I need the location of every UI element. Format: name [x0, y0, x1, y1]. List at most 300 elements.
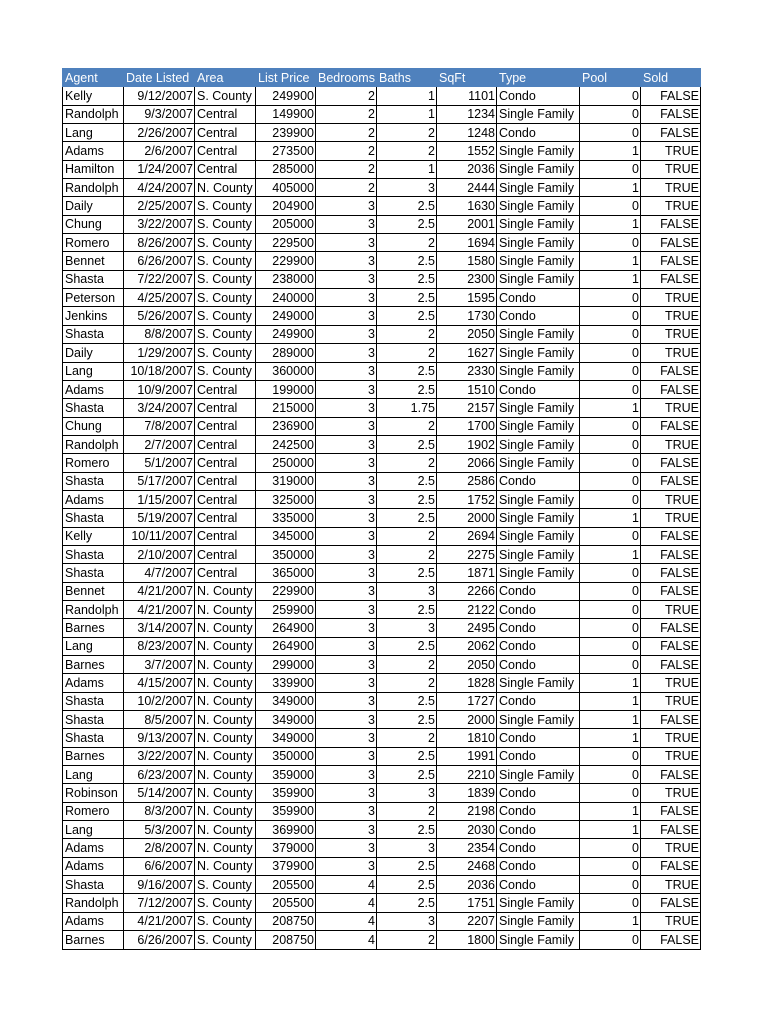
cell-baths[interactable]: 2 — [377, 454, 437, 472]
cell-bedrooms[interactable]: 3 — [316, 399, 377, 417]
cell-sold[interactable]: FALSE — [641, 637, 701, 655]
cell-agent[interactable]: Lang — [63, 124, 124, 142]
cell-pool[interactable]: 0 — [580, 160, 641, 178]
cell-pool[interactable]: 0 — [580, 435, 641, 453]
cell-type[interactable]: Single Family — [497, 417, 580, 435]
cell-sold[interactable]: FALSE — [641, 380, 701, 398]
cell-pool[interactable]: 0 — [580, 307, 641, 325]
cell-list-price[interactable]: 205500 — [256, 894, 316, 912]
cell-area[interactable]: N. County — [195, 637, 256, 655]
cell-agent[interactable]: Adams — [63, 490, 124, 508]
cell-baths[interactable]: 2 — [377, 802, 437, 820]
cell-agent[interactable]: Shasta — [63, 472, 124, 490]
cell-agent[interactable]: Randolph — [63, 600, 124, 618]
cell-list-price[interactable]: 325000 — [256, 490, 316, 508]
cell-sqft[interactable]: 2050 — [437, 656, 497, 674]
cell-sold[interactable]: FALSE — [641, 931, 701, 949]
cell-bedrooms[interactable]: 3 — [316, 637, 377, 655]
cell-list-price[interactable]: 319000 — [256, 472, 316, 490]
cell-list-price[interactable]: 264900 — [256, 637, 316, 655]
cell-list-price[interactable]: 239900 — [256, 124, 316, 142]
cell-bedrooms[interactable]: 3 — [316, 325, 377, 343]
cell-sold[interactable]: FALSE — [641, 619, 701, 637]
cell-sold[interactable]: FALSE — [641, 105, 701, 123]
cell-bedrooms[interactable]: 3 — [316, 545, 377, 563]
cell-baths[interactable]: 2 — [377, 729, 437, 747]
cell-bedrooms[interactable]: 3 — [316, 454, 377, 472]
cell-type[interactable]: Condo — [497, 729, 580, 747]
cell-area[interactable]: N. County — [195, 839, 256, 857]
cell-sold[interactable]: TRUE — [641, 399, 701, 417]
cell-area[interactable]: S. County — [195, 197, 256, 215]
cell-date-listed[interactable]: 10/2/2007 — [124, 692, 195, 710]
cell-pool[interactable]: 0 — [580, 472, 641, 490]
cell-date-listed[interactable]: 5/26/2007 — [124, 307, 195, 325]
cell-area[interactable]: Central — [195, 435, 256, 453]
cell-sold[interactable]: FALSE — [641, 417, 701, 435]
cell-sqft[interactable]: 1902 — [437, 435, 497, 453]
cell-type[interactable]: Single Family — [497, 325, 580, 343]
cell-area[interactable]: N. County — [195, 784, 256, 802]
cell-sqft[interactable]: 2275 — [437, 545, 497, 563]
cell-pool[interactable]: 0 — [580, 362, 641, 380]
cell-agent[interactable]: Adams — [63, 857, 124, 875]
cell-list-price[interactable]: 405000 — [256, 179, 316, 197]
cell-baths[interactable]: 2.5 — [377, 362, 437, 380]
cell-sold[interactable]: FALSE — [641, 270, 701, 288]
cell-sold[interactable]: TRUE — [641, 325, 701, 343]
cell-date-listed[interactable]: 7/8/2007 — [124, 417, 195, 435]
cell-sqft[interactable]: 2354 — [437, 839, 497, 857]
cell-agent[interactable]: Chung — [63, 417, 124, 435]
cell-list-price[interactable]: 205000 — [256, 215, 316, 233]
cell-sqft[interactable]: 2030 — [437, 821, 497, 839]
cell-bedrooms[interactable]: 3 — [316, 490, 377, 508]
cell-sold[interactable]: TRUE — [641, 490, 701, 508]
cell-bedrooms[interactable]: 3 — [316, 215, 377, 233]
cell-agent[interactable]: Shasta — [63, 711, 124, 729]
cell-area[interactable]: S. County — [195, 252, 256, 270]
cell-type[interactable]: Single Family — [497, 179, 580, 197]
cell-area[interactable]: Central — [195, 490, 256, 508]
cell-sqft[interactable]: 2036 — [437, 160, 497, 178]
cell-area[interactable]: S. County — [195, 894, 256, 912]
cell-sold[interactable]: FALSE — [641, 711, 701, 729]
cell-list-price[interactable]: 229900 — [256, 582, 316, 600]
header-sold[interactable]: Sold — [641, 69, 701, 87]
cell-sold[interactable]: FALSE — [641, 527, 701, 545]
cell-agent[interactable]: Bennet — [63, 252, 124, 270]
cell-sold[interactable]: TRUE — [641, 692, 701, 710]
cell-bedrooms[interactable]: 3 — [316, 802, 377, 820]
cell-sold[interactable]: TRUE — [641, 839, 701, 857]
cell-area[interactable]: S. County — [195, 912, 256, 930]
cell-type[interactable]: Condo — [497, 802, 580, 820]
cell-agent[interactable]: Shasta — [63, 325, 124, 343]
cell-date-listed[interactable]: 1/15/2007 — [124, 490, 195, 508]
cell-type[interactable]: Condo — [497, 600, 580, 618]
cell-baths[interactable]: 2 — [377, 674, 437, 692]
cell-date-listed[interactable]: 4/25/2007 — [124, 289, 195, 307]
cell-type[interactable]: Single Family — [497, 435, 580, 453]
cell-sqft[interactable]: 1991 — [437, 747, 497, 765]
cell-type[interactable]: Condo — [497, 692, 580, 710]
cell-sqft[interactable]: 1101 — [437, 87, 497, 105]
cell-sold[interactable]: TRUE — [641, 674, 701, 692]
cell-date-listed[interactable]: 8/26/2007 — [124, 234, 195, 252]
cell-area[interactable]: S. County — [195, 234, 256, 252]
cell-bedrooms[interactable]: 3 — [316, 197, 377, 215]
cell-list-price[interactable]: 238000 — [256, 270, 316, 288]
cell-agent[interactable]: Shasta — [63, 399, 124, 417]
cell-agent[interactable]: Peterson — [63, 289, 124, 307]
cell-bedrooms[interactable]: 3 — [316, 270, 377, 288]
cell-sqft[interactable]: 2000 — [437, 711, 497, 729]
cell-sqft[interactable]: 2036 — [437, 876, 497, 894]
cell-baths[interactable]: 3 — [377, 784, 437, 802]
cell-baths[interactable]: 2.5 — [377, 600, 437, 618]
cell-sqft[interactable]: 1751 — [437, 894, 497, 912]
cell-sqft[interactable]: 2266 — [437, 582, 497, 600]
cell-baths[interactable]: 2.5 — [377, 289, 437, 307]
cell-date-listed[interactable]: 5/14/2007 — [124, 784, 195, 802]
cell-type[interactable]: Condo — [497, 87, 580, 105]
cell-baths[interactable]: 1 — [377, 105, 437, 123]
cell-area[interactable]: Central — [195, 380, 256, 398]
cell-list-price[interactable]: 349000 — [256, 711, 316, 729]
cell-area[interactable]: N. County — [195, 711, 256, 729]
cell-list-price[interactable]: 359000 — [256, 766, 316, 784]
cell-pool[interactable]: 0 — [580, 637, 641, 655]
cell-sqft[interactable]: 2330 — [437, 362, 497, 380]
cell-type[interactable]: Single Family — [497, 564, 580, 582]
cell-agent[interactable]: Shasta — [63, 729, 124, 747]
cell-bedrooms[interactable]: 4 — [316, 894, 377, 912]
cell-list-price[interactable]: 359900 — [256, 784, 316, 802]
cell-sqft[interactable]: 2122 — [437, 600, 497, 618]
cell-list-price[interactable]: 349000 — [256, 692, 316, 710]
cell-type[interactable]: Single Family — [497, 527, 580, 545]
cell-area[interactable]: S. County — [195, 344, 256, 362]
cell-area[interactable]: S. County — [195, 931, 256, 949]
cell-pool[interactable]: 0 — [580, 839, 641, 857]
cell-baths[interactable]: 2 — [377, 656, 437, 674]
cell-pool[interactable]: 0 — [580, 124, 641, 142]
cell-sold[interactable]: TRUE — [641, 142, 701, 160]
cell-sold[interactable]: TRUE — [641, 784, 701, 802]
header-date-listed[interactable]: Date Listed — [124, 69, 195, 87]
cell-date-listed[interactable]: 6/26/2007 — [124, 252, 195, 270]
cell-sqft[interactable]: 2066 — [437, 454, 497, 472]
cell-list-price[interactable]: 350000 — [256, 747, 316, 765]
cell-list-price[interactable]: 205500 — [256, 876, 316, 894]
cell-agent[interactable]: Barnes — [63, 619, 124, 637]
cell-sold[interactable]: TRUE — [641, 912, 701, 930]
cell-area[interactable]: N. County — [195, 857, 256, 875]
cell-bedrooms[interactable]: 3 — [316, 362, 377, 380]
cell-sqft[interactable]: 1234 — [437, 105, 497, 123]
cell-pool[interactable]: 1 — [580, 711, 641, 729]
cell-type[interactable]: Single Family — [497, 270, 580, 288]
cell-sold[interactable]: FALSE — [641, 234, 701, 252]
cell-type[interactable]: Condo — [497, 307, 580, 325]
cell-date-listed[interactable]: 9/3/2007 — [124, 105, 195, 123]
cell-date-listed[interactable]: 10/9/2007 — [124, 380, 195, 398]
cell-list-price[interactable]: 250000 — [256, 454, 316, 472]
cell-list-price[interactable]: 350000 — [256, 545, 316, 563]
header-bedrooms[interactable]: Bedrooms — [316, 69, 377, 87]
cell-pool[interactable]: 1 — [580, 270, 641, 288]
cell-agent[interactable]: Shasta — [63, 509, 124, 527]
cell-date-listed[interactable]: 2/7/2007 — [124, 435, 195, 453]
cell-list-price[interactable]: 208750 — [256, 931, 316, 949]
cell-baths[interactable]: 3 — [377, 839, 437, 857]
cell-sold[interactable]: TRUE — [641, 307, 701, 325]
cell-pool[interactable]: 0 — [580, 454, 641, 472]
cell-list-price[interactable]: 204900 — [256, 197, 316, 215]
cell-sqft[interactable]: 1730 — [437, 307, 497, 325]
cell-date-listed[interactable]: 4/7/2007 — [124, 564, 195, 582]
cell-agent[interactable]: Adams — [63, 380, 124, 398]
cell-pool[interactable]: 0 — [580, 656, 641, 674]
cell-agent[interactable]: Randolph — [63, 435, 124, 453]
cell-date-listed[interactable]: 2/8/2007 — [124, 839, 195, 857]
cell-sold[interactable]: TRUE — [641, 747, 701, 765]
cell-baths[interactable]: 2.5 — [377, 307, 437, 325]
cell-area[interactable]: S. County — [195, 270, 256, 288]
cell-pool[interactable]: 1 — [580, 399, 641, 417]
cell-bedrooms[interactable]: 3 — [316, 435, 377, 453]
header-area[interactable]: Area — [195, 69, 256, 87]
cell-type[interactable]: Single Family — [497, 454, 580, 472]
cell-baths[interactable]: 2.5 — [377, 821, 437, 839]
cell-sqft[interactable]: 1700 — [437, 417, 497, 435]
cell-pool[interactable]: 0 — [580, 490, 641, 508]
cell-sold[interactable]: FALSE — [641, 472, 701, 490]
cell-date-listed[interactable]: 1/24/2007 — [124, 160, 195, 178]
cell-date-listed[interactable]: 4/15/2007 — [124, 674, 195, 692]
cell-date-listed[interactable]: 6/6/2007 — [124, 857, 195, 875]
cell-sqft[interactable]: 1828 — [437, 674, 497, 692]
cell-bedrooms[interactable]: 3 — [316, 234, 377, 252]
cell-baths[interactable]: 2 — [377, 527, 437, 545]
cell-agent[interactable]: Randolph — [63, 894, 124, 912]
cell-agent[interactable]: Daily — [63, 197, 124, 215]
header-type[interactable]: Type — [497, 69, 580, 87]
cell-area[interactable]: Central — [195, 142, 256, 160]
cell-agent[interactable]: Romero — [63, 454, 124, 472]
cell-pool[interactable]: 0 — [580, 876, 641, 894]
cell-type[interactable]: Single Family — [497, 931, 580, 949]
cell-sqft[interactable]: 2210 — [437, 766, 497, 784]
cell-area[interactable]: S. County — [195, 362, 256, 380]
cell-pool[interactable]: 0 — [580, 417, 641, 435]
cell-area[interactable]: N. County — [195, 582, 256, 600]
cell-date-listed[interactable]: 4/24/2007 — [124, 179, 195, 197]
cell-agent[interactable]: Adams — [63, 674, 124, 692]
cell-bedrooms[interactable]: 3 — [316, 564, 377, 582]
cell-pool[interactable]: 1 — [580, 215, 641, 233]
cell-list-price[interactable]: 285000 — [256, 160, 316, 178]
cell-list-price[interactable]: 339900 — [256, 674, 316, 692]
cell-list-price[interactable]: 229500 — [256, 234, 316, 252]
cell-area[interactable]: N. County — [195, 600, 256, 618]
cell-type[interactable]: Condo — [497, 582, 580, 600]
cell-agent[interactable]: Lang — [63, 766, 124, 784]
cell-date-listed[interactable]: 5/1/2007 — [124, 454, 195, 472]
cell-sqft[interactable]: 1839 — [437, 784, 497, 802]
cell-area[interactable]: S. County — [195, 325, 256, 343]
cell-pool[interactable]: 0 — [580, 766, 641, 784]
cell-pool[interactable]: 1 — [580, 252, 641, 270]
cell-baths[interactable]: 2.5 — [377, 270, 437, 288]
cell-baths[interactable]: 2 — [377, 142, 437, 160]
cell-baths[interactable]: 2.5 — [377, 857, 437, 875]
cell-area[interactable]: N. County — [195, 747, 256, 765]
cell-sold[interactable]: TRUE — [641, 509, 701, 527]
cell-sold[interactable]: TRUE — [641, 344, 701, 362]
cell-list-price[interactable]: 259900 — [256, 600, 316, 618]
cell-date-listed[interactable]: 4/21/2007 — [124, 600, 195, 618]
cell-bedrooms[interactable]: 3 — [316, 692, 377, 710]
cell-date-listed[interactable]: 9/13/2007 — [124, 729, 195, 747]
cell-agent[interactable]: Daily — [63, 344, 124, 362]
cell-type[interactable]: Single Family — [497, 711, 580, 729]
cell-date-listed[interactable]: 8/3/2007 — [124, 802, 195, 820]
cell-date-listed[interactable]: 2/10/2007 — [124, 545, 195, 563]
cell-sold[interactable]: FALSE — [641, 656, 701, 674]
cell-list-price[interactable]: 379900 — [256, 857, 316, 875]
cell-date-listed[interactable]: 7/22/2007 — [124, 270, 195, 288]
cell-type[interactable]: Condo — [497, 637, 580, 655]
cell-sold[interactable]: TRUE — [641, 729, 701, 747]
cell-baths[interactable]: 1 — [377, 87, 437, 105]
cell-baths[interactable]: 2 — [377, 545, 437, 563]
cell-list-price[interactable]: 229900 — [256, 252, 316, 270]
cell-agent[interactable]: Barnes — [63, 931, 124, 949]
cell-sqft[interactable]: 2062 — [437, 637, 497, 655]
cell-date-listed[interactable]: 3/7/2007 — [124, 656, 195, 674]
cell-agent[interactable]: Shasta — [63, 270, 124, 288]
cell-baths[interactable]: 2 — [377, 417, 437, 435]
cell-sold[interactable]: FALSE — [641, 582, 701, 600]
cell-list-price[interactable]: 335000 — [256, 509, 316, 527]
cell-pool[interactable]: 0 — [580, 894, 641, 912]
cell-pool[interactable]: 0 — [580, 857, 641, 875]
cell-agent[interactable]: Shasta — [63, 692, 124, 710]
cell-bedrooms[interactable]: 3 — [316, 417, 377, 435]
cell-sqft[interactable]: 2468 — [437, 857, 497, 875]
cell-pool[interactable]: 1 — [580, 545, 641, 563]
cell-sold[interactable]: TRUE — [641, 197, 701, 215]
cell-bedrooms[interactable]: 3 — [316, 711, 377, 729]
cell-agent[interactable]: Hamilton — [63, 160, 124, 178]
cell-bedrooms[interactable]: 3 — [316, 252, 377, 270]
cell-pool[interactable]: 0 — [580, 87, 641, 105]
cell-baths[interactable]: 3 — [377, 619, 437, 637]
cell-bedrooms[interactable]: 3 — [316, 472, 377, 490]
cell-sold[interactable]: TRUE — [641, 160, 701, 178]
cell-pool[interactable]: 1 — [580, 821, 641, 839]
header-sqft[interactable]: SqFt — [437, 69, 497, 87]
cell-type[interactable]: Single Family — [497, 545, 580, 563]
cell-pool[interactable]: 1 — [580, 509, 641, 527]
cell-date-listed[interactable]: 7/12/2007 — [124, 894, 195, 912]
cell-type[interactable]: Single Family — [497, 160, 580, 178]
cell-area[interactable]: N. County — [195, 729, 256, 747]
cell-area[interactable]: N. County — [195, 656, 256, 674]
cell-baths[interactable]: 3 — [377, 179, 437, 197]
cell-bedrooms[interactable]: 2 — [316, 124, 377, 142]
cell-baths[interactable]: 2.5 — [377, 472, 437, 490]
cell-date-listed[interactable]: 3/24/2007 — [124, 399, 195, 417]
cell-area[interactable]: N. County — [195, 821, 256, 839]
cell-baths[interactable]: 2.5 — [377, 215, 437, 233]
cell-date-listed[interactable]: 5/17/2007 — [124, 472, 195, 490]
cell-list-price[interactable]: 264900 — [256, 619, 316, 637]
cell-bedrooms[interactable]: 3 — [316, 784, 377, 802]
cell-sqft[interactable]: 2586 — [437, 472, 497, 490]
cell-date-listed[interactable]: 9/12/2007 — [124, 87, 195, 105]
cell-bedrooms[interactable]: 2 — [316, 105, 377, 123]
cell-pool[interactable]: 0 — [580, 784, 641, 802]
cell-sqft[interactable]: 2000 — [437, 509, 497, 527]
cell-pool[interactable]: 0 — [580, 582, 641, 600]
cell-type[interactable]: Condo — [497, 124, 580, 142]
cell-pool[interactable]: 1 — [580, 179, 641, 197]
cell-agent[interactable]: Chung — [63, 215, 124, 233]
cell-date-listed[interactable]: 2/26/2007 — [124, 124, 195, 142]
cell-type[interactable]: Single Family — [497, 142, 580, 160]
cell-bedrooms[interactable]: 2 — [316, 142, 377, 160]
cell-agent[interactable]: Lang — [63, 362, 124, 380]
cell-baths[interactable]: 2.5 — [377, 692, 437, 710]
cell-pool[interactable]: 0 — [580, 344, 641, 362]
cell-agent[interactable]: Randolph — [63, 179, 124, 197]
cell-baths[interactable]: 1.75 — [377, 399, 437, 417]
cell-baths[interactable]: 2.5 — [377, 876, 437, 894]
cell-bedrooms[interactable]: 4 — [316, 912, 377, 930]
cell-bedrooms[interactable]: 3 — [316, 600, 377, 618]
cell-date-listed[interactable]: 4/21/2007 — [124, 582, 195, 600]
cell-date-listed[interactable]: 5/19/2007 — [124, 509, 195, 527]
cell-list-price[interactable]: 360000 — [256, 362, 316, 380]
cell-area[interactable]: S. County — [195, 307, 256, 325]
cell-type[interactable]: Single Family — [497, 344, 580, 362]
cell-sqft[interactable]: 1800 — [437, 931, 497, 949]
cell-type[interactable]: Single Family — [497, 252, 580, 270]
cell-list-price[interactable]: 242500 — [256, 435, 316, 453]
cell-agent[interactable]: Shasta — [63, 564, 124, 582]
cell-agent[interactable]: Randolph — [63, 105, 124, 123]
cell-date-listed[interactable]: 3/22/2007 — [124, 215, 195, 233]
cell-baths[interactable]: 2.5 — [377, 252, 437, 270]
cell-pool[interactable]: 0 — [580, 289, 641, 307]
cell-area[interactable]: Central — [195, 417, 256, 435]
cell-bedrooms[interactable]: 2 — [316, 179, 377, 197]
cell-type[interactable]: Single Family — [497, 399, 580, 417]
cell-pool[interactable]: 0 — [580, 619, 641, 637]
cell-baths[interactable]: 2.5 — [377, 197, 437, 215]
cell-pool[interactable]: 0 — [580, 747, 641, 765]
cell-area[interactable]: Central — [195, 454, 256, 472]
cell-area[interactable]: Central — [195, 105, 256, 123]
cell-sqft[interactable]: 2001 — [437, 215, 497, 233]
cell-pool[interactable]: 1 — [580, 729, 641, 747]
cell-sold[interactable]: FALSE — [641, 821, 701, 839]
cell-area[interactable]: Central — [195, 160, 256, 178]
cell-list-price[interactable]: 379000 — [256, 839, 316, 857]
